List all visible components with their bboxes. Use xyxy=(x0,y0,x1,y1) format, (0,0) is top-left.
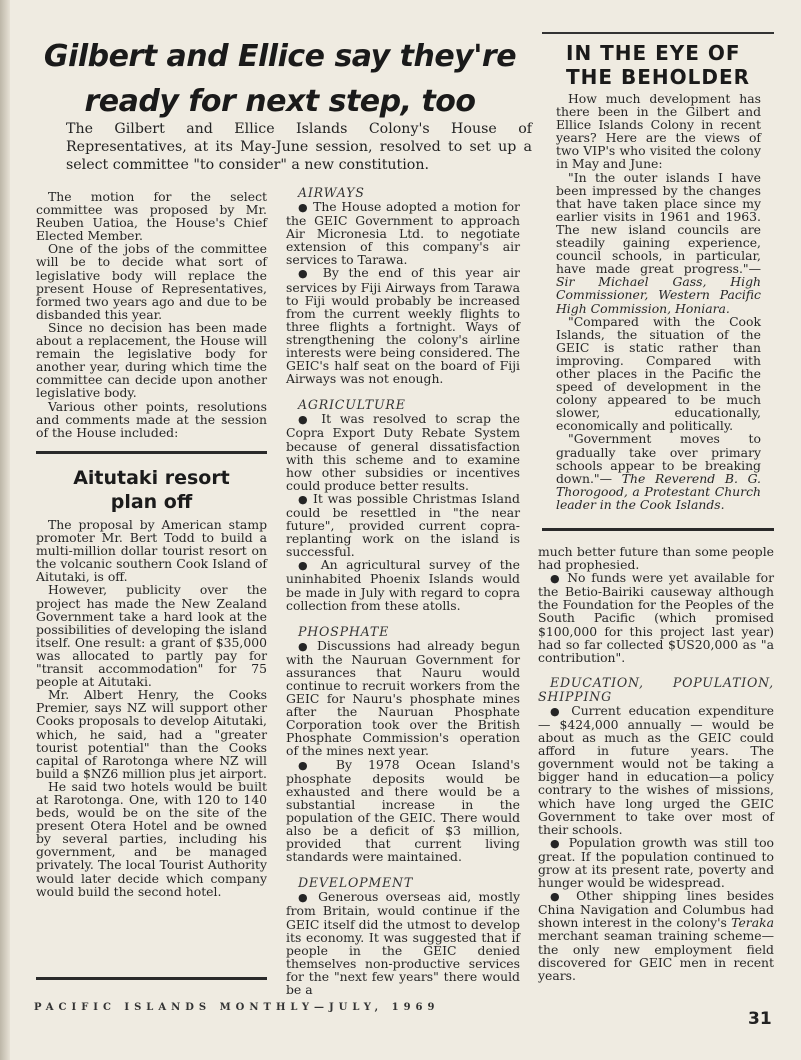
bullet-icon: ● xyxy=(298,267,314,281)
bullet-icon: ● xyxy=(298,492,309,506)
bullet-icon: ● xyxy=(298,758,320,772)
bullet-paragraph: ● The House adopted a motion for the GEIC Government to approach Air Micronesia Ltd. to negotiate extension of this company's air services to Tarawa. xyxy=(286,199,520,268)
bullet-icon: ● xyxy=(550,572,562,586)
box-top-rule xyxy=(542,32,774,34)
bullet-paragraph: ● Other shipping lines besides China Navigation and Columbus had shown interest in the colony's Teraka merchant seaman training scheme—the only new employment field discovered for GEIC men in recent years. xyxy=(538,888,774,983)
bullet-icon: ● xyxy=(298,891,311,905)
section-divider xyxy=(36,451,267,454)
paragraph: He said two hotels would be built at Rarotonga. One, with 120 to 140 beds, would be on the site of the present Otera Hotel and be owned by several parties, including his government, and be managed privately. The local Tourist Authority would later decide which company would build the second hotel. xyxy=(36,778,267,899)
column-3 xyxy=(538,545,774,982)
bullet-paragraph: ● No funds were yet available for the Betio-Bairiki causeway although the Foundation for the Peoples of the South Pacific (which promised $100,000 for this project last year) had so far collected $US20,000 as "a contribution". xyxy=(538,570,774,665)
bullet-paragraph: ● By the end of this year air services by Fiji Airways from Tarawa to Fiji would probably be increased from the current weekly flights to three flights a fortnight. Ways of strengthening the colony's airline interests were being considered. The GEIC's half seat on the board of Fiji Airways was not enough. xyxy=(286,265,520,387)
bullet-icon: ● xyxy=(298,201,309,214)
quote-paragraph: "In the outer islands I have been impressed by the changes that have taken place since my earlier visits in 1961 and 1963. The new island councils are steadily gaining experience, council schools, in particular, have made great progress."— Sir Michael Gass, High Commissioner, Western Pacific High Commission, Honiara. xyxy=(556,169,761,316)
quote-paragraph: "Government moves to gradually take over primary schools appear to be breaking down."— The Reverend B. G. Thorogood, a Protestant Church leader in the Cook Islands. xyxy=(556,431,761,512)
article-standfirst: The Gilbert and Ellice Islands Colony's House of Representatives, at its May-June session, resolved to set up a select committee "to consider" a new constitution. xyxy=(66,121,532,173)
bullet-paragraph: ● An agricultural survey of the uninhabited Phoenix Islands would be made in July with regard to copra collection from these atolls. xyxy=(286,557,520,613)
bullet-paragraph: ● By 1978 Ocean Island's phosphate deposits would be exhausted and there would be a substantial increase in the population of the GEIC. There would also be a deficit of $3 million, provided that current living standards were maintained. xyxy=(286,756,520,865)
section-heading-education: EDUCATION, POPULATION, SHIPPING xyxy=(538,674,774,704)
box-heading xyxy=(566,41,774,89)
bullet-icon: ● xyxy=(550,704,564,718)
paragraph: Since no decision has been made about a replacement, the House will remain the legislative body for another year, during which time the committee can decide upon another legislative body. xyxy=(36,319,267,401)
column-end-rule xyxy=(36,977,267,980)
quote-paragraph: "Compared with the Cook Islands, the situation of the GEIC is static rather than improving. Compared with other places in the Pacific the speed of development in the colony appeared to be much slower, educationally, economically and politically. xyxy=(556,313,761,434)
bullet-paragraph: ● It was possible Christmas Island could be resettled in "the near future", provided current copra-replanting work on the island is successful. xyxy=(286,490,520,560)
paragraph: Various other points, resolutions and comments made at the session of the House included: xyxy=(36,398,267,440)
section-heading-development: DEVELOPMENT xyxy=(298,875,414,891)
bullet-icon: ● xyxy=(298,639,311,653)
bullet-icon: ● xyxy=(550,836,563,850)
column-2 xyxy=(286,186,520,996)
section-heading-airways: AIRWAYS xyxy=(298,185,365,200)
paragraph: The proposal by American stamp promoter Mr. Bert Todd to build a multi-million dollar tourist resort on the volcanic southern Cook Island of Aitutaki, is off. xyxy=(36,517,267,585)
column-1 xyxy=(36,190,267,439)
bullet-paragraph: ● It was resolved to scrap the Copra Export Duty Rebate System because of general dissatisfaction with this scheme and to examine how other subsidies or incentives could produce better results. xyxy=(286,411,520,493)
box-heading-line-2: THE BEHOLDER xyxy=(566,65,751,89)
headline-line-1: Gilbert and Ellice say they're xyxy=(43,39,517,74)
paragraph: How much development has there been in the Gilbert and Ellice Islands Colony in recent years? Here are the views of two VIP's who visited the colony in May and June: xyxy=(556,91,761,172)
section-heading-phosphate: PHOSPHATE xyxy=(298,623,390,639)
paragraph: much better future than some people had prophesied. xyxy=(538,544,774,573)
paragraph: The motion for the select committee was proposed by Mr. Reuben Uatioa, the House's Chief Elected Member. xyxy=(36,189,267,244)
beholder-box xyxy=(556,92,761,511)
paragraph: One of the jobs of the committee will be to decide what sort of legislative body will replace the present House of Representatives, formed two years ago and due to be disbanded this year. xyxy=(36,241,267,322)
quote-attribution: Sir Michael Gass, High Commissioner, Western Pacific High Commission, Honiara. xyxy=(556,274,761,316)
bullet-paragraph: ● Population growth was still too great. If the population continued to grow at its present rate, poverty and hunger would be widespread. xyxy=(538,834,774,891)
aitutaki-heading-line-2: plan off xyxy=(110,491,193,513)
box-heading-line-1: IN THE EYE OF xyxy=(566,41,741,65)
page-number: 31 xyxy=(748,1009,772,1029)
bullet-paragraph: ● Generous overseas aid, mostly from Britain, would continue if the GEIC itself did the utmost to develop its economy. It was suggested that if people in the GEIC denied themselves non-productive services for the "next few years" there would be a xyxy=(286,889,520,997)
bullet-paragraph: ● Discussions had already begun with the Nauruan Government for assurances that Nauru would continue to recruit workers from the GEIC for Nauru's phosphate mines after the Nauruan Phosphate Corporation took over the British Phosphate Commission's operation of the mines next year. xyxy=(286,637,520,759)
aitutaki-story xyxy=(36,518,267,898)
headline-line-2: ready for next step, too xyxy=(84,84,476,119)
paragraph: Mr. Albert Henry, the Cooks Premier, says NZ will support other Cooks proposals to develop Aitutaki, which, he said, had a "greater tourist potential" than the Cooks capital of Rarotonga where NZ will build a $NZ6 million plus jet airport. xyxy=(36,687,267,781)
page-footer-masthead: PACIFIC ISLANDS MONTHLY—JULY, 1969 xyxy=(34,1002,440,1013)
box-bottom-rule xyxy=(542,528,774,531)
aitutaki-heading xyxy=(36,466,267,514)
section-heading-agriculture: AGRICULTURE xyxy=(298,397,406,413)
bullet-icon: ● xyxy=(298,559,313,573)
page-spine-shadow xyxy=(0,0,10,1060)
article-headline xyxy=(40,34,520,124)
paragraph: However, publicity over the project has made the New Zealand Government take a hard look at the possibilities of developing the island itself. One result: a grant of $35,000 was allocated to partly pay for "transit accommodation" for 75 people at Aitutaki. xyxy=(36,582,267,690)
aitutaki-heading-line-1: Aitutaki resort xyxy=(73,467,230,489)
bullet-icon: ● xyxy=(298,413,313,427)
bullet-icon: ● xyxy=(550,890,566,904)
ship-name: Teraka xyxy=(731,915,774,931)
quote-attribution: The Reverend B. G. Thorogood, a Protestant Church leader in the Cook Islands. xyxy=(556,470,761,512)
bullet-paragraph: ● Current education expenditure — $424,000 annually — would be about as much as the GEIC could afford in future years. The government would not be taking a bigger hand in education—a policy contrary to the wishes of missions, which have long urged the GEIC Government to take over most of their schools. xyxy=(538,702,774,837)
